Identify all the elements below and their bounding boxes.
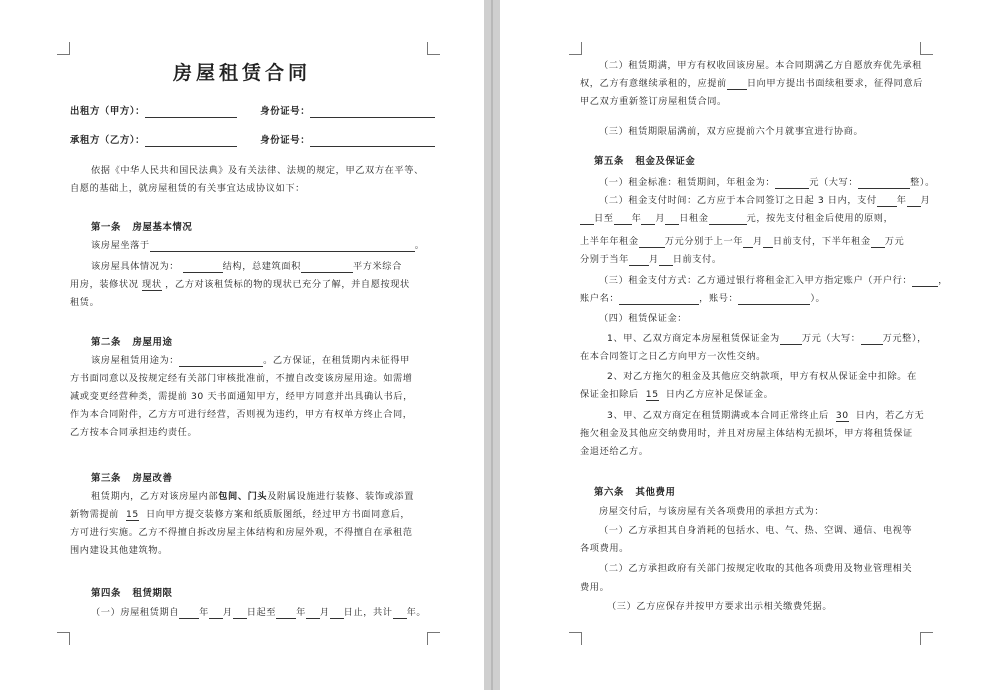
article-1-status-end: 租赁。 — [70, 297, 100, 308]
lessor-id-blank — [310, 106, 435, 118]
fees-clause-1: （一）乙方承担其自身消耗的包括水、电、气、热、空调、通信、电视等 — [599, 525, 913, 536]
deposit-clause-1b: 在本合同签订之日乙方向甲方一次性交纳。 — [580, 351, 766, 362]
lessee-id-blank — [310, 135, 435, 147]
structure-blank — [183, 261, 223, 273]
article-3-line-1: 租赁期内，乙方对该房屋内部包间、门头及附属设施进行装修、装饰或添置 — [91, 491, 414, 502]
fees-clause-2: （二）乙方承担政府有关部门按规定收取的其他各项费用及物业管理相关 — [599, 563, 913, 574]
article-3-heading: 第三条 房屋改善 — [91, 473, 173, 484]
article-1-details: 该房屋具体情况为： 结构，总建筑面积 平方米综合 — [91, 261, 402, 272]
article-6-heading: 第六条 其他费用 — [594, 487, 676, 498]
document-page-right — [500, 0, 995, 690]
crop-mark-bottom-left — [569, 632, 582, 645]
lessor-label: 出租方（甲方）： — [70, 106, 146, 117]
intro-line-1: 依据《中华人民共和国民法典》及有关法律、法规的规定，甲乙双方在平等、 — [91, 165, 424, 176]
rent-payment-method-2: 账户名： ，账号： ）。 — [580, 293, 826, 304]
crop-mark-top-right — [920, 42, 933, 55]
term-expiry-line-3: 甲乙双方重新签订房屋租赁合同。 — [580, 96, 727, 107]
page-divider — [491, 0, 493, 690]
lessee-label: 承租方（乙方）： — [70, 135, 146, 146]
article-1-location: 该房屋坐落于 。 — [91, 240, 425, 251]
crop-mark-top-right — [427, 42, 440, 55]
term-expiry-line-2: 权，乙方有意继续承租的，应提前 日向甲方提出书面续租要求，征得同意后 — [580, 78, 923, 89]
article-1-status: 用房，装修状况 现状 ，乙方对该租赁标的物的现状已充分了解，并自愿按现状 — [70, 279, 410, 290]
lessee-id-label: 身份证号： — [260, 135, 311, 146]
lessor-name-blank — [145, 106, 237, 118]
fees-intro: 房屋交付后，与该房屋有关各项费用的承担方式为： — [599, 506, 825, 517]
deposit-refund-days: 30 — [835, 410, 849, 421]
proposal-days-value: 15 — [125, 509, 139, 520]
article-2-line-2: 减或变更经营种类，需提前 30 天书面通知甲方，经甲方同意并出具确认书后， — [70, 391, 413, 402]
rent-payment-time-1: （二）租金支付时间：乙方应于本合同签订之日起 3 日内，支付 年 月 — [599, 195, 931, 206]
article-3-line-4: 围内建设其他建筑物。 — [70, 545, 168, 556]
rent-payment-method-1: （三）租金支付方式：乙方通过银行将租金汇入甲方指定账户（开户行： ， — [599, 275, 948, 286]
rent-payment-time-4: 分别于当年 月 日前支付。 — [580, 254, 722, 265]
document-title: 房屋租赁合同 — [172, 62, 311, 84]
deposit-clause-1: 1、甲、乙双方商定本房屋租赁保证金为 万元（大写： 万元整）， — [607, 333, 927, 344]
intro-line-2: 自愿的基础上，就房屋租赁的有关事宜达成协议如下： — [70, 183, 305, 194]
article-2-line-4: 乙方按本合同承担违约责任。 — [70, 427, 198, 438]
location-blank — [150, 240, 415, 252]
decoration-status-value: 现状 — [142, 279, 162, 290]
account-name-blank — [619, 293, 699, 305]
article-4-line-1: （一）房屋租赁期自 年 月 日起至 年 月 日止，共计 年。 — [91, 607, 427, 618]
deposit-refill-days: 15 — [645, 389, 659, 400]
area-blank — [301, 261, 353, 273]
article-2-line-1: 方书面同意以及按规定经有关部门审核批准前，不擅自改变该房屋用途。如需增 — [70, 373, 413, 384]
lessor-id-label: 身份证号： — [260, 106, 311, 117]
article-4-heading: 第四条 租赁期限 — [91, 588, 173, 599]
article-3-line-2: 新物需提前 15 日向甲方提交装修方案和纸质版图纸，经过甲方书面同意后， — [70, 509, 411, 520]
rent-standard: （一）租金标准：租赁期间，年租金为： 元（大写： 整）。 — [599, 177, 935, 188]
term-expiry-line-1: （二）租赁期满，甲方有权收回该房屋。本合同期满乙方自愿放弃优先承租 — [599, 60, 922, 71]
article-2-line-3: 作为本合同附件，乙方方可进行经营，否则视为违约，甲方有权单方终止合同， — [70, 409, 413, 420]
account-number-blank — [738, 293, 810, 305]
rent-payment-time-3: 上半年年租金 万元分别于上一年 月 日前支付，下半年租金 万元 — [580, 236, 905, 247]
rent-payment-time-2: 日至 年 月 日租金 元，按先支付租金后使用的原则， — [580, 213, 893, 225]
deposit-clause-2b: 保证金扣除后 15 日内乙方应补足保证金。 — [580, 389, 774, 400]
article-2-use: 该房屋租赁用途为： 。乙方保证，在租赁期内未征得甲 — [91, 355, 410, 366]
deposit-clause-3c: 金退还给乙方。 — [580, 446, 649, 457]
lessor-line — [70, 106, 435, 118]
deposit-heading: （四）租赁保证金： — [599, 313, 688, 324]
document-page-left — [0, 0, 484, 690]
crop-mark-bottom-right — [427, 632, 440, 645]
fees-clause-3: （三）乙方应保存并按甲方要求出示相关缴费凭据。 — [607, 601, 833, 612]
fees-clause-1b: 各项费用。 — [580, 543, 629, 554]
crop-mark-top-left — [569, 42, 582, 55]
renewal-days-blank — [727, 78, 747, 90]
crop-mark-bottom-left — [57, 632, 70, 645]
article-3-line-3: 方可进行实施。乙方不得擅自拆改房屋主体结构和房屋外观，不得擅自在承租范 — [70, 527, 413, 538]
article-5-heading: 第五条 租金及保证金 — [594, 156, 696, 167]
article-2-heading: 第二条 房屋用途 — [91, 337, 173, 348]
term-negotiation: （三）租赁期限届满前，双方应提前六个月就事宜进行协商。 — [599, 126, 864, 137]
deposit-clause-2: 2、对乙方拖欠的租金及其他应交纳款项，甲方有权从保证金中扣除。在 — [607, 371, 917, 382]
crop-mark-top-left — [57, 42, 70, 55]
lessee-line — [70, 135, 435, 147]
crop-mark-bottom-right — [920, 632, 933, 645]
deposit-clause-3b: 拖欠租金及其他应交纳费用时，并且对房屋主体结构无损坏，甲方将租赁保证 — [580, 428, 913, 439]
fees-clause-2b: 费用。 — [580, 582, 610, 593]
use-blank — [179, 355, 263, 367]
lessee-name-blank — [145, 135, 237, 147]
article-1-heading: 第一条 房屋基本情况 — [91, 222, 193, 233]
deposit-clause-3: 3、甲、乙双方商定在租赁期满或本合同正常终止后 30 日内，若乙方无 — [607, 410, 925, 421]
